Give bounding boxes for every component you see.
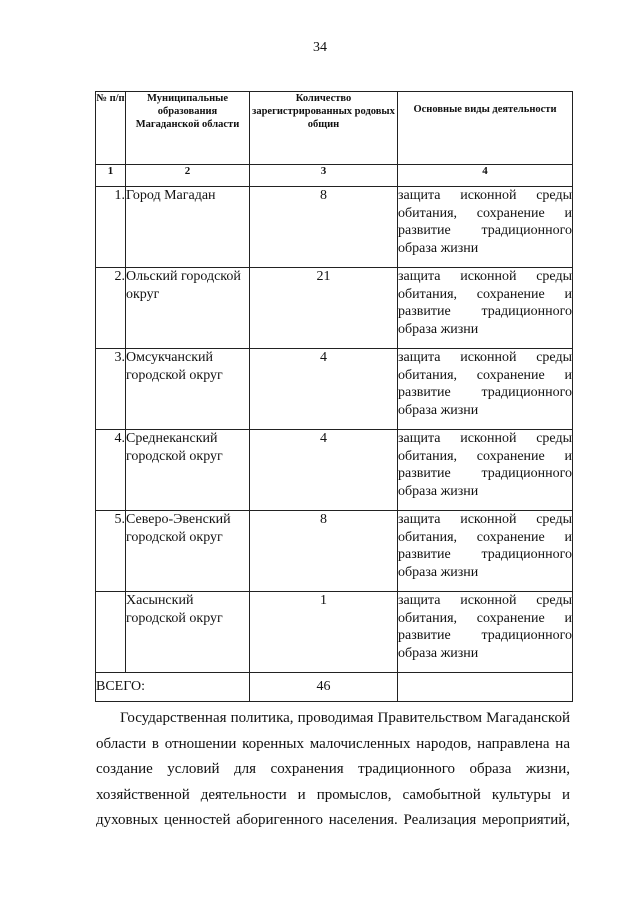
paragraph-line: хозяйственной деятельности и промыслов, самобытной культуры и: [96, 786, 570, 803]
paragraph-line: области в отношении коренных малочисленных народов, направлена на: [96, 735, 570, 752]
community-count: 8: [250, 511, 398, 592]
row-number: 3.: [96, 349, 126, 430]
table-row: [96, 592, 573, 673]
column-number: 1: [96, 165, 126, 187]
column-number: 3: [250, 165, 398, 187]
row-number: 2.: [96, 268, 126, 349]
row-number: 4.: [96, 430, 126, 511]
community-count: 8: [250, 187, 398, 268]
total-label: ВСЕГО:: [96, 673, 250, 702]
header-municipality: Муниципальные образования Магаданской области: [126, 92, 250, 165]
row-number: 5.: [96, 511, 126, 592]
total-row: [96, 673, 573, 702]
body-paragraph: [96, 706, 570, 834]
community-count: 4: [250, 349, 398, 430]
row-number: [96, 592, 126, 673]
municipality-name: Город Магадан: [126, 187, 250, 268]
column-number: 2: [126, 165, 250, 187]
total-count: 46: [250, 673, 398, 702]
column-number-row: [96, 165, 573, 187]
table-row: [96, 430, 573, 511]
column-number: 4: [398, 165, 573, 187]
table-row: [96, 511, 573, 592]
activity-description: защита исконной среды обитания, сохранение и развитие традиционного образа жизни: [398, 349, 573, 430]
table-header-row: [96, 92, 573, 165]
community-count: 4: [250, 430, 398, 511]
activity-description: защита исконной среды обитания, сохранение и развитие традиционного образа жизни: [398, 187, 573, 268]
municipality-name: Среднеканский городской округ: [126, 430, 250, 511]
page-number: 34: [313, 40, 327, 55]
header-activity: Основные виды деятельности: [398, 92, 573, 165]
paragraph-line: создание условий для сохранения традиционного образа жизни,: [96, 761, 570, 777]
table-row: [96, 349, 573, 430]
table-row: [96, 187, 573, 268]
activity-description: защита исконной среды обитания, сохранение и развитие традиционного образа жизни: [398, 268, 573, 349]
header-number: № п/п: [96, 92, 126, 165]
row-number: 1.: [96, 187, 126, 268]
table-row: [96, 268, 573, 349]
paragraph-line: Государственная политика, проводимая Правительством Магаданской: [120, 710, 570, 726]
municipality-name: Северо-Эвенский городской округ: [126, 511, 250, 592]
activity-description: защита исконной среды обитания, сохранение и развитие традиционного образа жизни: [398, 430, 573, 511]
municipality-name: Омсукчанский городской округ: [126, 349, 250, 430]
community-count: 1: [250, 592, 398, 673]
activity-description: защита исконной среды обитания, сохранение и развитие традиционного образа жизни: [398, 592, 573, 673]
header-count: Количество зарегистрированных родовых общин: [250, 92, 398, 165]
municipality-name: Хасынский городской округ: [126, 592, 250, 673]
paragraph-line: духовных ценностей аборигенного населения. Реализация мероприятий,: [96, 812, 570, 828]
community-count: 21: [250, 268, 398, 349]
total-activity-empty: [398, 673, 573, 702]
municipality-name: Ольский городской округ: [126, 268, 250, 349]
activity-description: защита исконной среды обитания, сохранение и развитие традиционного образа жизни: [398, 511, 573, 592]
communities-table: [95, 91, 573, 702]
